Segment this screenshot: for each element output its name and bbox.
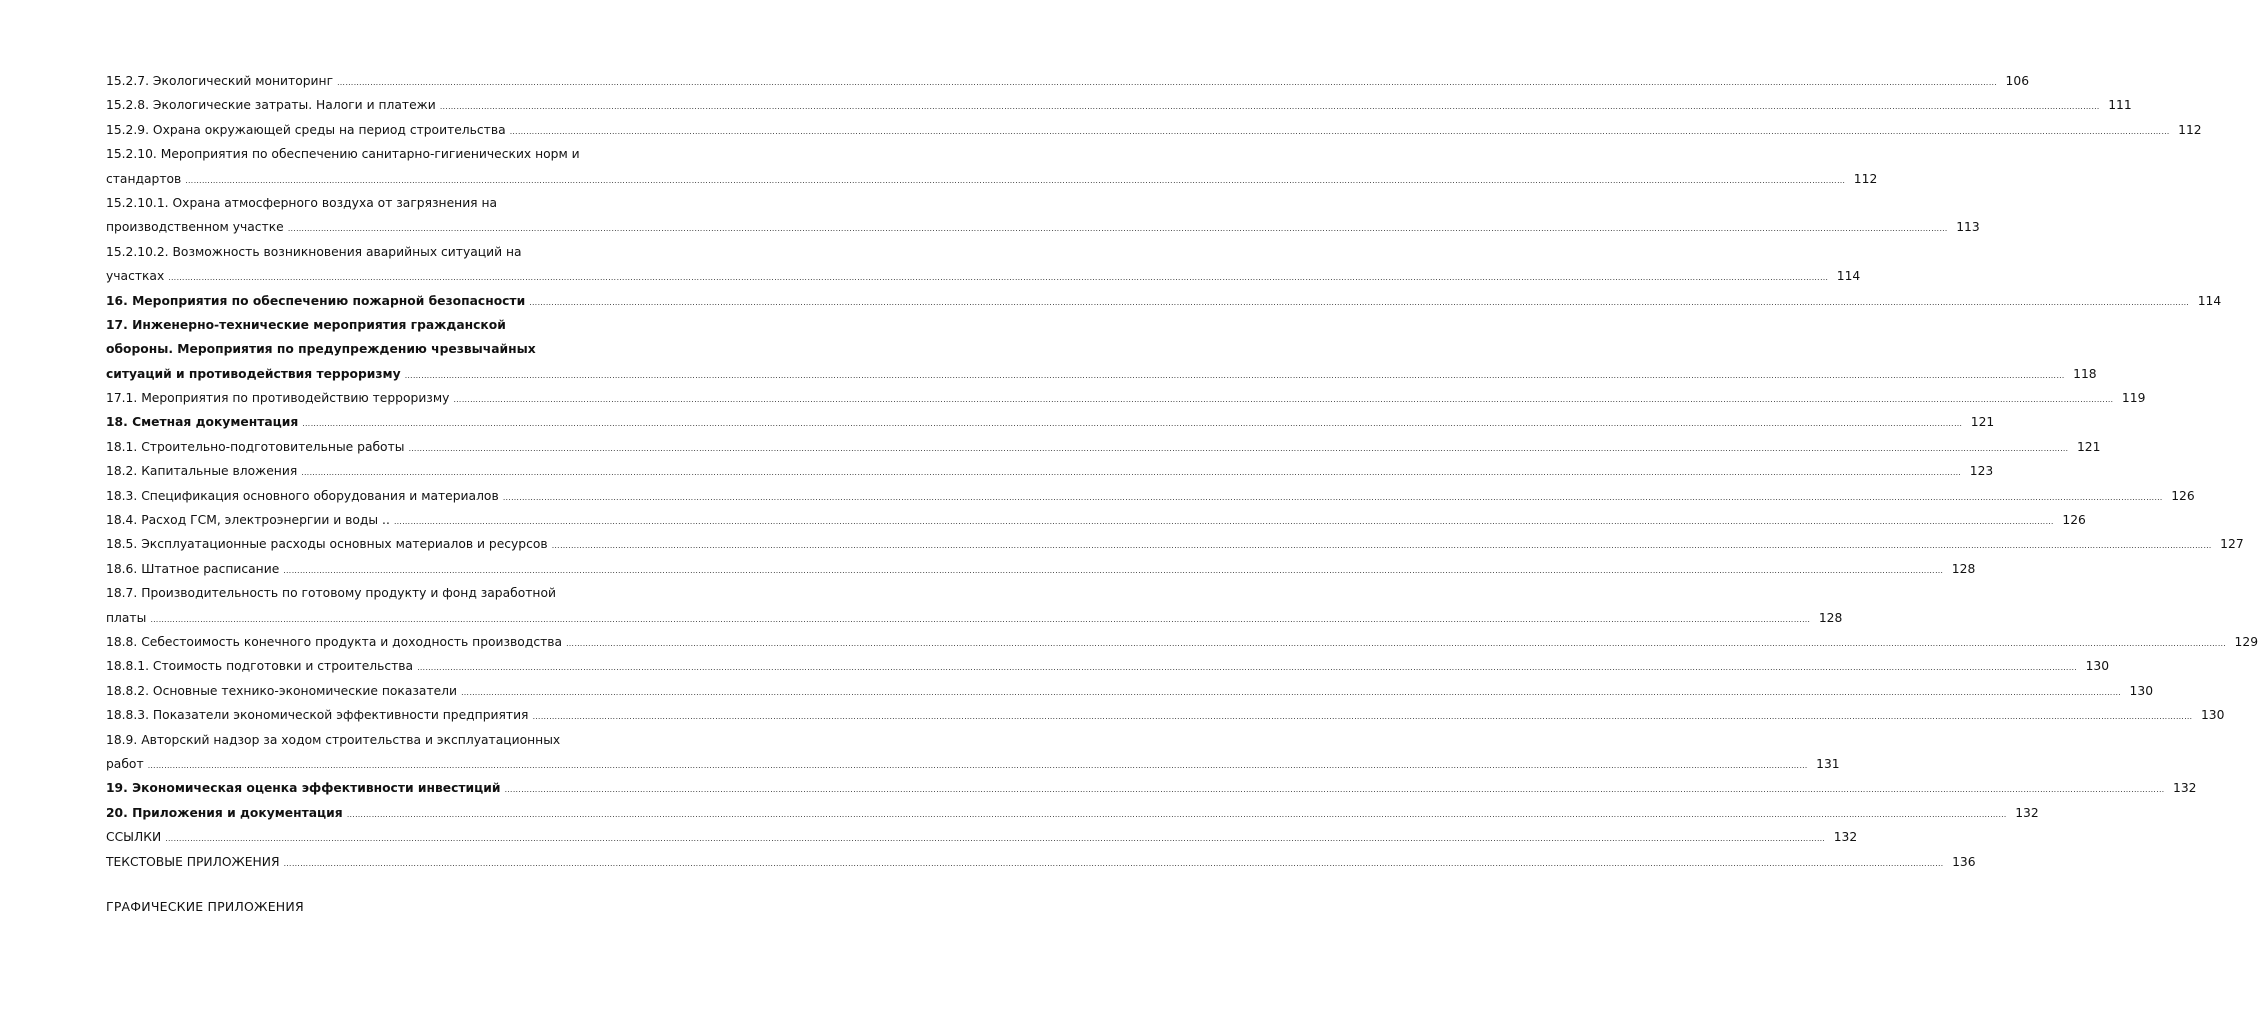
toc-entry: [106, 557, 1976, 581]
toc-entry: [106, 484, 2195, 508]
toc-entry-title: 15.2.7. Экологический мониторинг: [106, 74, 334, 88]
dot-leader: ……………………………………………………………………………………………………………………………………………………………………………………………………………………………………………………………………………………………………………………………………………………………………………………………………………………………………………………………………………………………………………………………………………………: [393, 517, 2054, 527]
dot-leader: ……………………………………………………………………………………………………………………………………………………………………………………………………………………………………………………………………………………………………………………………………………………………………………………………………………………………………………………………………………………………………………………………………………………: [509, 126, 2170, 136]
toc-entry-page-number: 132: [1833, 830, 1858, 845]
toc-entry-title: 15.2.10. Мероприятия по обеспечению санитарно-гигиенических норм и: [106, 147, 580, 162]
toc-entry-page-number: 118: [2073, 366, 2097, 381]
toc-entry-page-number: 126: [2062, 513, 2086, 528]
toc-entry: [106, 728, 666, 752]
toc-entry-title: обороны. Мероприятия по предупреждению чрезвычайных: [106, 342, 536, 357]
toc-entry-title: 18.8.3. Показатели экономической эффективности предприятия: [106, 708, 529, 723]
toc-entry-title: ТЕКСТОВЫЕ ПРИЛОЖЕНИЯ: [106, 854, 280, 869]
toc-entry: [106, 508, 2086, 532]
toc-entry: [106, 679, 2154, 703]
toc-entry-title: 20. Приложения и документация: [106, 805, 343, 820]
toc-entry-title: стандартов: [106, 171, 182, 186]
toc-entry-title: 16. Мероприятия по обеспечению пожарной безопасности: [106, 293, 526, 308]
toc-entry-page-number: 131: [1816, 756, 1840, 771]
toc-entry-title: ситуаций и противодействия терроризму: [106, 366, 401, 381]
toc-entry-page-number: 136: [1952, 854, 1976, 869]
dot-leader: ……………………………………………………………………………………………………………………………………………………………………………………………………………………………………………………………………………………………………………………………………………………………………………………………………………………………………………………………………………………………………………………………………………………: [529, 297, 2190, 307]
toc-entry-page-number: 114: [2197, 293, 2222, 308]
toc-entry-title: 18.3. Спецификация основного оборудования и материалов: [106, 488, 499, 503]
dot-leader: ……………………………………………………………………………………………………………………………………………………………………………………………………………………………………………………………………………………………………………………………………………………………………………………………………………………………………………………………………………………………………………………………………………………: [346, 809, 2007, 819]
toc-entry-title: 19. Экономическая оценка эффективности инвестиций: [106, 781, 501, 796]
toc-entry: [106, 264, 1861, 288]
dot-leader: ……………………………………………………………………………………………………………………………………………………………………………………………………………………………………………………………………………………………………………………………………………………………………………………………………………………………………………………………………………………………………………………………………………………: [147, 760, 1808, 770]
toc-entry: [106, 313, 666, 337]
toc-entry-title: 18.4. Расход ГСМ, электроэнергии и воды ..: [106, 513, 390, 528]
toc-entry-title: ССЫЛКИ: [106, 830, 162, 845]
toc-entry-page-number: 121: [2076, 439, 2101, 454]
toc-entry: [106, 118, 2202, 142]
toc-entry-title: 18.5. Эксплуатационные расходы основных материалов и ресурсов: [106, 537, 548, 552]
dot-leader: ……………………………………………………………………………………………………………………………………………………………………………………………………………………………………………………………………………………………………………………………………………………………………………………………………………………………………………………………………………………………………………………………………………………: [439, 102, 2100, 112]
dot-leader: ……………………………………………………………………………………………………………………………………………………………………………………………………………………………………………………………………………………………………………………………………………………………………………………………………………………………………………………………………………………………………………………………………………………: [532, 712, 2193, 722]
toc-entry-page-number: 129: [2234, 634, 2258, 649]
toc-entry-page-number: 113: [1956, 220, 1980, 235]
toc-entry-page-number: 128: [1951, 561, 1976, 576]
toc-entry-title: 18.8. Себестоимость конечного продукта и доходность производства: [106, 634, 563, 649]
toc-entry-title: 15.2.8. Экологические затраты. Налоги и платежи: [106, 98, 436, 113]
toc-entry-title: участках: [106, 269, 165, 284]
toc-entry: [106, 69, 2030, 93]
dot-leader: ……………………………………………………………………………………………………………………………………………………………………………………………………………………………………………………………………………………………………………………………………………………………………………………………………………………………………………………………………………………………………………………………………………………: [566, 638, 2227, 648]
dot-leader: ……………………………………………………………………………………………………………………………………………………………………………………………………………………………………………………………………………………………………………………………………………………………………………………………………………………………………………………………………………………………………………………………………………………: [551, 541, 2212, 551]
toc-entry: [106, 386, 2146, 410]
toc-entry-page-number: 130: [2200, 708, 2225, 723]
toc-entry: [106, 191, 666, 215]
dot-leader: ……………………………………………………………………………………………………………………………………………………………………………………………………………………………………………………………………………………………………………………………………………………………………………………………………………………………………………………………………………………………………………………………………………………: [504, 785, 2165, 795]
toc-entry: [106, 410, 1995, 434]
toc-entry-title: 18.8.1. Стоимость подготовки и строительства: [106, 659, 414, 674]
toc-entry-title: 15.2.10.1. Охрана атмосферного воздуха от загрязнения на: [106, 195, 498, 210]
toc-entry: [106, 459, 1994, 483]
toc-entry: [106, 532, 2244, 556]
dot-leader: ……………………………………………………………………………………………………………………………………………………………………………………………………………………………………………………………………………………………………………………………………………………………………………………………………………………………………………………………………………………………………………………………………………………: [185, 175, 1846, 185]
toc-entry-page-number: 112: [2178, 122, 2202, 137]
toc-entry: [106, 362, 2097, 386]
dot-leader: ……………………………………………………………………………………………………………………………………………………………………………………………………………………………………………………………………………………………………………………………………………………………………………………………………………………………………………………………………………………………………………………………………………………: [404, 370, 2065, 380]
dot-leader: ……………………………………………………………………………………………………………………………………………………………………………………………………………………………………………………………………………………………………………………………………………………………………………………………………………………………………………………………………………………………………………………………………………………: [301, 468, 1962, 478]
toc-entry-title: 18.2. Капитальные вложения: [106, 464, 298, 479]
toc-entry-title: 18.6. Штатное расписание: [106, 561, 280, 576]
toc-entry-page-number: 111: [2108, 98, 2132, 113]
toc-entry-page-number: 126: [2171, 488, 2195, 503]
toc-entry-page-number: 127: [2220, 537, 2244, 552]
toc-entry-title: 18.9. Авторский надзор за ходом строительства и эксплуатационных: [106, 732, 561, 747]
toc-entry: [106, 801, 2039, 825]
dot-leader: ……………………………………………………………………………………………………………………………………………………………………………………………………………………………………………………………………………………………………………………………………………………………………………………………………………………………………………………………………………………………………………………………………………………: [408, 443, 2069, 453]
dot-leader: ……………………………………………………………………………………………………………………………………………………………………………………………………………………………………………………………………………………………………………………………………………………………………………………………………………………………………………………………………………………………………………………………………………………: [337, 78, 1998, 87]
dot-leader: ……………………………………………………………………………………………………………………………………………………………………………………………………………………………………………………………………………………………………………………………………………………………………………………………………………………………………………………………………………………………………………………………………………………: [283, 565, 1944, 575]
toc-entry-page-number: 132: [2015, 805, 2039, 820]
toc-entry: [106, 167, 1878, 191]
toc-entry-title: работ: [106, 756, 144, 771]
dot-leader: ……………………………………………………………………………………………………………………………………………………………………………………………………………………………………………………………………………………………………………………………………………………………………………………………………………………………………………………………………………………………………………………………………………………: [165, 834, 1826, 844]
toc-entry-page-number: 132: [2173, 781, 2197, 796]
toc-entry-title: 15.2.9. Охрана окружающей среды на период строительства: [106, 122, 506, 137]
toc-entry-page-number: 130: [2085, 659, 2110, 674]
dot-leader: ……………………………………………………………………………………………………………………………………………………………………………………………………………………………………………………………………………………………………………………………………………………………………………………………………………………………………………………………………………………………………………………………………………………: [417, 663, 2078, 673]
toc-entry-page-number: 106: [2005, 74, 2030, 88]
toc-entry: [106, 703, 2225, 727]
toc-entry: [106, 654, 2110, 678]
toc-entry: [106, 776, 2197, 800]
dot-leader: ……………………………………………………………………………………………………………………………………………………………………………………………………………………………………………………………………………………………………………………………………………………………………………………………………………………………………………………………………………………………………………………………………………………: [502, 492, 2163, 502]
toc-entry-title: платы: [106, 610, 147, 625]
toc-entry-title: 17.1. Мероприятия по противодействию терроризму: [106, 391, 450, 406]
dot-leader: ……………………………………………………………………………………………………………………………………………………………………………………………………………………………………………………………………………………………………………………………………………………………………………………………………………………………………………………………………………………………………………………………………………………: [453, 395, 2114, 405]
toc-entry-page-number: 123: [1969, 464, 1994, 479]
toc-entry-title: 18.7. Производительность по готовому продукту и фонд заработной: [106, 586, 556, 601]
table-of-contents: [106, 69, 2258, 874]
toc-entry-title: производственном участке: [106, 220, 284, 235]
toc-entry: [106, 630, 2258, 654]
toc-entry-title: 18.1. Строительно-подготовительные работы: [106, 439, 405, 454]
toc-entry-page-number: 114: [1836, 269, 1861, 284]
toc-entry-page-number: 130: [2129, 683, 2154, 698]
toc-entry: [106, 435, 2101, 459]
toc-entry-title: 18. Сметная документация: [106, 415, 299, 430]
toc-entry-page-number: 119: [2121, 391, 2146, 406]
toc-entry-page-number: 112: [1853, 171, 1878, 186]
dot-leader: ……………………………………………………………………………………………………………………………………………………………………………………………………………………………………………………………………………………………………………………………………………………………………………………………………………………………………………………………………………………………………………………………………………………: [283, 858, 1944, 868]
toc-entry-title: 17. Инженерно-технические мероприятия гражданской: [106, 317, 506, 332]
dot-leader: ……………………………………………………………………………………………………………………………………………………………………………………………………………………………………………………………………………………………………………………………………………………………………………………………………………………………………………………………………………………………………………………………………………………: [168, 273, 1829, 283]
toc-entry: [106, 93, 2132, 117]
toc-entry: [106, 142, 666, 166]
toc-entry: [106, 606, 1843, 630]
dot-leader: ……………………………………………………………………………………………………………………………………………………………………………………………………………………………………………………………………………………………………………………………………………………………………………………………………………………………………………………………………………………………………………………………………………………: [150, 614, 1811, 624]
toc-entry: [106, 850, 1976, 874]
toc-entry: [106, 289, 2222, 313]
graphic-appendices-heading: ГРАФИЧЕСКИЕ ПРИЛОЖЕНИЯ: [106, 899, 304, 914]
toc-entry-title: 15.2.10.2. Возможность возникновения аварийных ситуаций на: [106, 244, 522, 259]
dot-leader: ……………………………………………………………………………………………………………………………………………………………………………………………………………………………………………………………………………………………………………………………………………………………………………………………………………………………………………………………………………………………………………………………………………………: [461, 687, 2122, 697]
toc-entry-page-number: 121: [1970, 415, 1995, 430]
toc-entry: [106, 240, 666, 264]
toc-entry: [106, 825, 1858, 849]
toc-entry: [106, 215, 1980, 239]
toc-entry: [106, 752, 1840, 776]
toc-entry: [106, 581, 666, 605]
dot-leader: ……………………………………………………………………………………………………………………………………………………………………………………………………………………………………………………………………………………………………………………………………………………………………………………………………………………………………………………………………………………………………………………………………………………: [287, 224, 1948, 234]
toc-entry-title: 18.8.2. Основные технико-экономические показатели: [106, 683, 458, 698]
toc-entry: [106, 337, 666, 361]
dot-leader: ……………………………………………………………………………………………………………………………………………………………………………………………………………………………………………………………………………………………………………………………………………………………………………………………………………………………………………………………………………………………………………………………………………………: [302, 419, 1963, 429]
toc-entry-page-number: 128: [1818, 610, 1843, 625]
